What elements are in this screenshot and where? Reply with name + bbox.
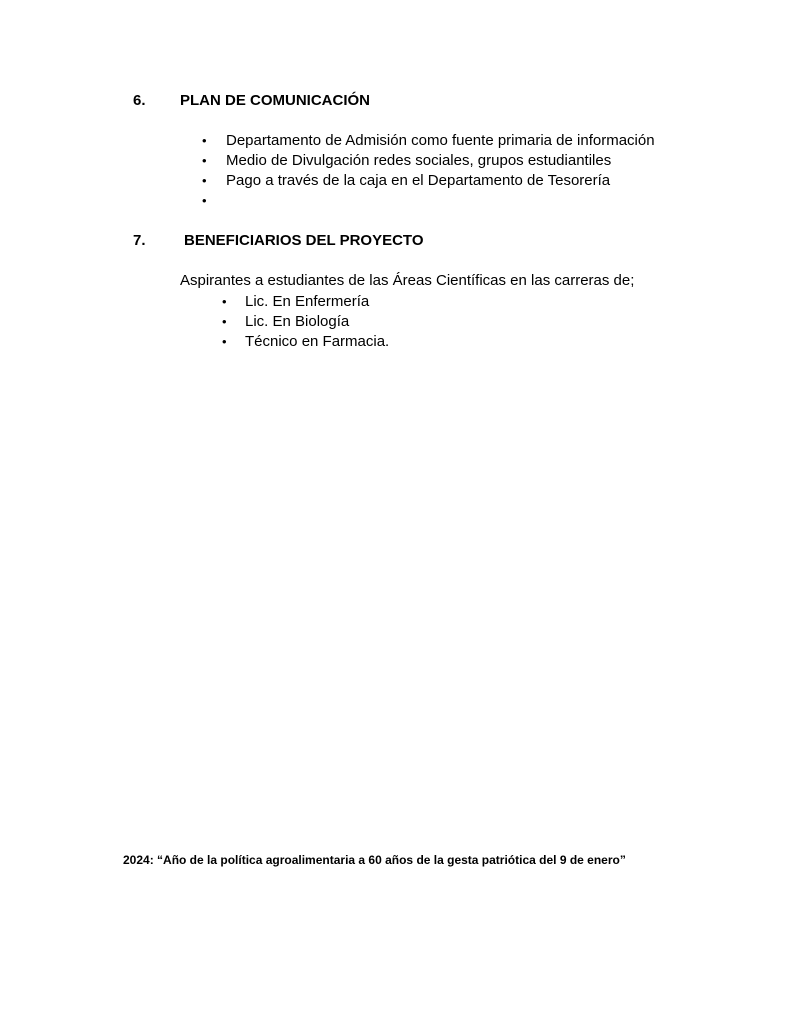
section-7-number: 7. <box>133 232 146 249</box>
bullet-dot: • <box>222 314 227 329</box>
bullet-dot: • <box>202 153 207 168</box>
bullet-dot: • <box>222 294 227 309</box>
list-item-text: Técnico en Farmacia. <box>245 333 390 350</box>
list-item <box>220 312 620 332</box>
communication-plan-list <box>200 131 760 211</box>
bullet-dot: • <box>222 334 227 349</box>
list-item-text: Medio de Divulgación redes sociales, grupos estudiantiles <box>226 152 612 169</box>
bullet-dot: • <box>202 133 207 148</box>
page-footer: 2024: “Año de la política agroalimentaria a 60 años de la gesta patriótica del 9 de enero” <box>123 853 626 867</box>
list-item <box>200 131 760 151</box>
section-6-title: PLAN DE COMUNICACIÓN <box>180 92 370 109</box>
bullet-dot: • <box>202 193 207 208</box>
beneficiaries-intro: Aspirantes a estudiantes de las Áreas Científicas en las carreras de; <box>180 272 635 289</box>
section-6-number: 6. <box>133 92 146 109</box>
list-item-text: Departamento de Admisión como fuente primaria de información <box>226 132 655 149</box>
list-item <box>200 151 760 171</box>
list-item-text: Lic. En Biología <box>245 313 350 330</box>
beneficiaries-list <box>220 292 620 352</box>
list-item-text: Lic. En Enfermería <box>245 293 370 310</box>
section-7-heading <box>133 232 533 250</box>
section-6-heading <box>133 92 533 110</box>
list-item <box>220 332 620 352</box>
section-7-title: BENEFICIARIOS DEL PROYECTO <box>184 232 424 249</box>
list-item <box>200 191 760 211</box>
list-item <box>200 171 760 191</box>
list-item-text: Pago a través de la caja en el Departamento de Tesorería <box>226 172 611 189</box>
bullet-dot: • <box>202 173 207 188</box>
list-item <box>220 292 620 312</box>
